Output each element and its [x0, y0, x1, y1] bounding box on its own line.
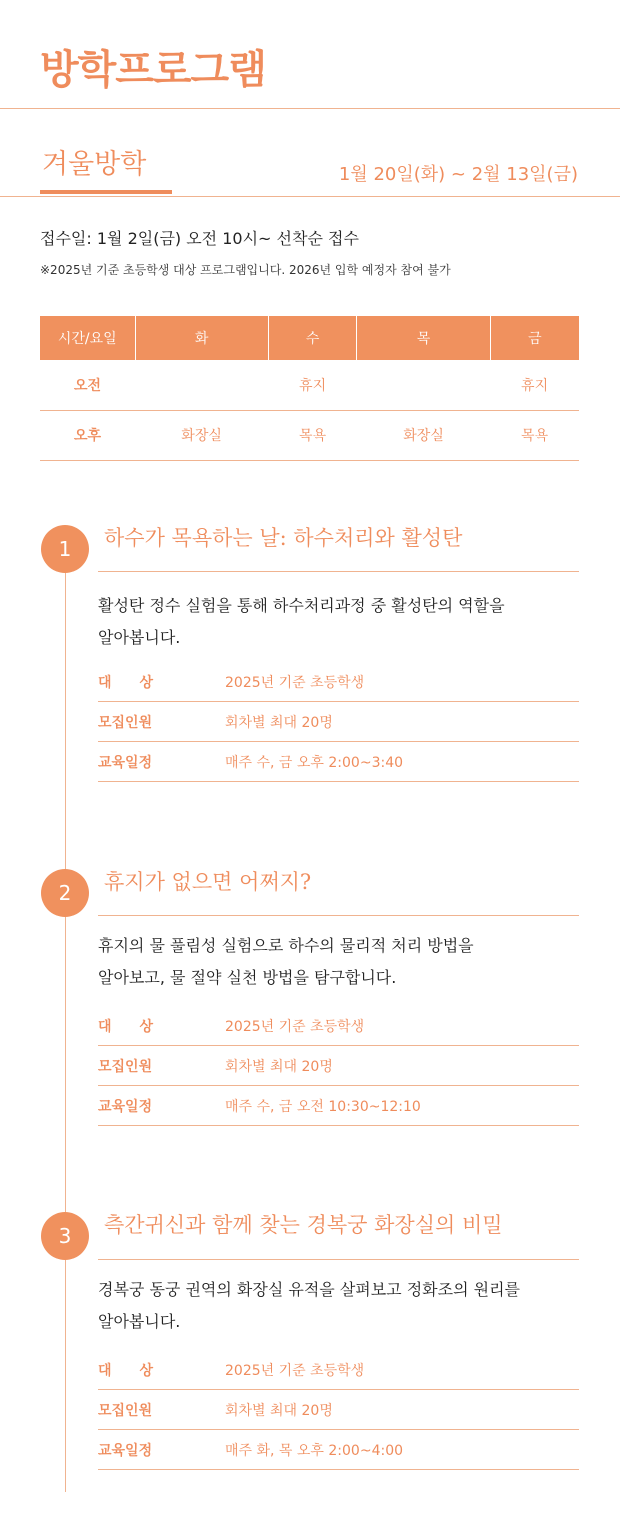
program-description: [98, 590, 568, 654]
info-value: 회차별 최대 20명: [225, 1403, 333, 1419]
program-title: 측간귀신과 함께 찾는 경복궁 화장실의 비밀: [104, 1213, 503, 1237]
info-label: 대상: [98, 1363, 182, 1379]
info-label: 교육일정: [98, 755, 153, 771]
eligibility-notice: ※2025년 기준 초등학생 대상 프로그램입니다. 2026년 입학 예정자 참여 불가: [40, 263, 451, 277]
info-value: 매주 화, 목 오후 2:00~4:00: [225, 1443, 404, 1459]
info-label: 모집인원: [98, 1059, 153, 1075]
program-title: 하수가 목욕하는 날: 하수처리와 활성탄: [104, 526, 463, 550]
info-row-capacity: [98, 1390, 579, 1430]
divider: [0, 108, 620, 109]
info-row-schedule: [98, 1430, 579, 1470]
info-value: 매주 수, 금 오전 10:30~12:10: [225, 1099, 421, 1115]
info-label: 대상: [98, 675, 182, 691]
schedule-cell: 목욕: [268, 410, 357, 460]
header-cell: 금: [490, 316, 579, 360]
row-label: 오후: [40, 410, 135, 460]
info-value: 매주 수, 금 오후 2:00~3:40: [225, 755, 404, 771]
program-title: 휴지가 없으면 어쩌지?: [104, 870, 312, 894]
info-value: 2025년 기준 초등학생: [225, 1019, 365, 1035]
info-row-target: [98, 1350, 579, 1390]
header-cell: 화: [135, 316, 268, 360]
info-row-schedule: [98, 742, 579, 782]
header-cell: 목: [357, 316, 490, 360]
schedule-row-afternoon: [40, 410, 579, 460]
registration-info: 접수일: 1월 2일(금) 오전 10시~ 선착순 접수: [40, 229, 359, 248]
divider: [0, 196, 620, 197]
schedule-table: [40, 316, 579, 461]
season-dates: 1월 20일(화) ~ 2월 13일(금): [338, 164, 578, 185]
description-line: 휴지의 물 풀림성 실험으로 하수의 물리적 처리 방법을: [98, 936, 474, 955]
program-title-divider: [98, 1259, 579, 1260]
schedule-header-row: [40, 316, 579, 360]
schedule-cell: 휴지: [268, 360, 357, 410]
description-line: 활성탄 정수 실험을 통해 하수처리과정 중 활성탄의 역할을: [98, 596, 505, 615]
schedule-cell: 목욕: [490, 410, 579, 460]
description-line: 알아보고, 물 절약 실천 방법을 탐구합니다.: [98, 968, 397, 987]
schedule-cell: 휴지: [490, 360, 579, 410]
info-row-target: [98, 662, 579, 702]
timeline-line: [65, 530, 66, 1492]
program-number-badge: 3: [41, 1212, 89, 1260]
info-value: 회차별 최대 20명: [225, 715, 333, 731]
info-label: 대상: [98, 1019, 182, 1035]
season-title: 겨울방학: [42, 149, 147, 180]
season-title-underline: [40, 190, 172, 194]
info-row-schedule: [98, 1086, 579, 1126]
info-row-capacity: [98, 702, 579, 742]
program-number-badge: 2: [41, 869, 89, 917]
info-row-target: [98, 1006, 579, 1046]
description-line: 알아봅니다.: [98, 628, 181, 647]
header-cell: 시간/요일: [40, 316, 135, 360]
program-title-divider: [98, 571, 579, 572]
info-label: 모집인원: [98, 715, 153, 731]
page-title: 방학프로그램: [40, 47, 266, 93]
info-label: 교육일정: [98, 1443, 153, 1459]
description-line: 경복궁 동궁 권역의 화장실 유적을 살펴보고 정화조의 원리를: [98, 1280, 521, 1299]
program-number-badge: 1: [41, 525, 89, 573]
program-title-divider: [98, 915, 579, 916]
schedule-cell: [357, 360, 490, 410]
info-row-capacity: [98, 1046, 579, 1086]
schedule-cell: 화장실: [135, 410, 268, 460]
info-value: 2025년 기준 초등학생: [225, 1363, 365, 1379]
program-description: [98, 1274, 568, 1338]
info-label: 모집인원: [98, 1403, 153, 1419]
program-description: [98, 930, 568, 994]
header-cell: 수: [268, 316, 357, 360]
info-value: 회차별 최대 20명: [225, 1059, 333, 1075]
schedule-row-morning: [40, 360, 579, 410]
schedule-cell: 화장실: [357, 410, 490, 460]
schedule-cell: [135, 360, 268, 410]
info-value: 2025년 기준 초등학생: [225, 675, 365, 691]
info-label: 교육일정: [98, 1099, 153, 1115]
row-label: 오전: [40, 360, 135, 410]
description-line: 알아봅니다.: [98, 1312, 181, 1331]
